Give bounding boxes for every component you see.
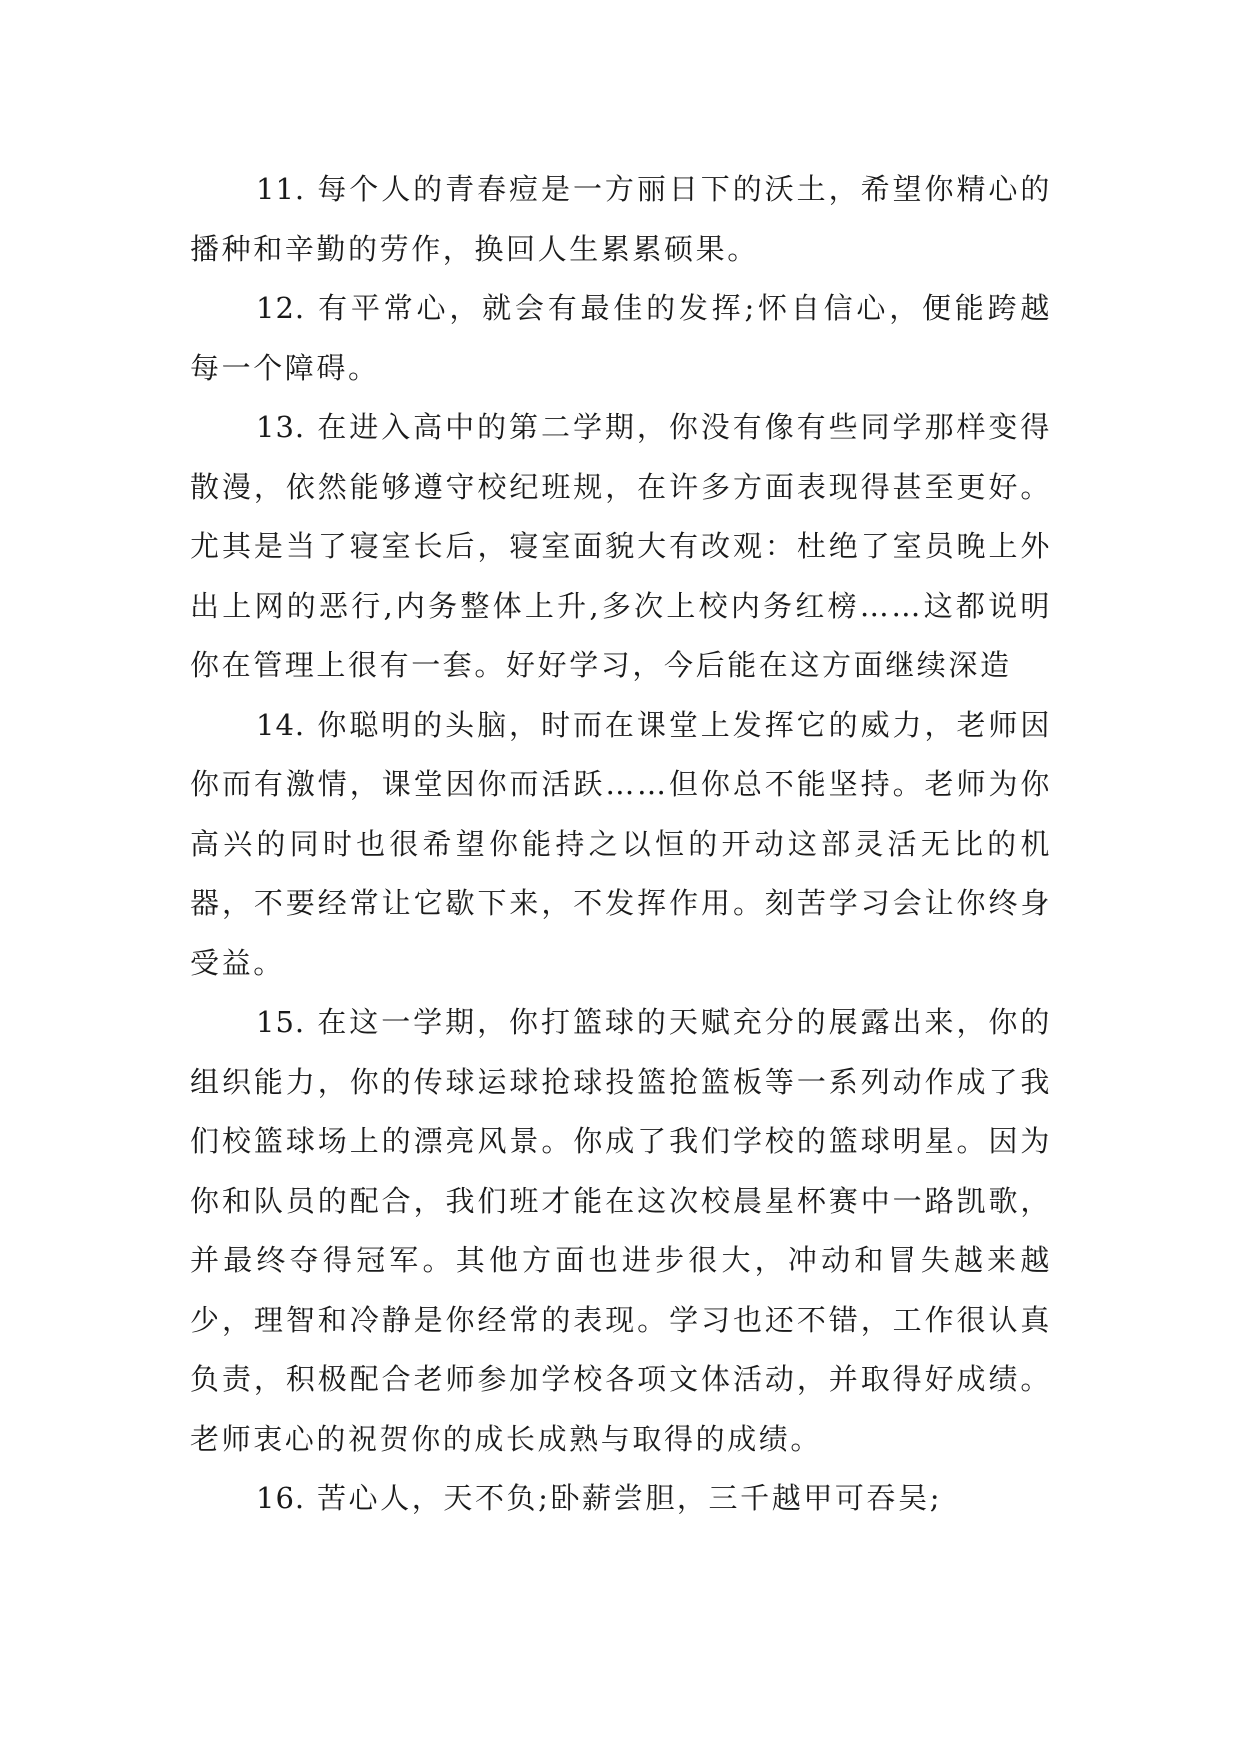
paragraph-12 — [190, 279, 1052, 398]
paragraph-text: 在这一学期，你打篮球的天赋充分的展露出来，你的组织能力，你的传球运球抢球投篮抢篮板等一系列动作成了我们校篮球场上的漂亮风景。你成了我们学校的篮球明星。因为你和队员的配合，我们班才能在这次校晨星杯赛中一路凯歌，并最终夺得冠军。其他方面也进步很大，冲动和冒失越来越少，理智和冷静是你经常的表现。学习也还不错，工作很认真负责，积极配合老师参加学校各项文体活动，并取得好成绩。老师衷心的祝贺你的成长成熟与取得的成绩。 — [190, 1005, 1052, 1456]
paragraph-14 — [190, 696, 1052, 994]
document-body — [190, 160, 1052, 1529]
paragraph-text: 每个人的青春痘是一方丽日下的沃土，希望你精心的播种和辛勤的劳作，换回人生累累硕果。 — [190, 172, 1052, 266]
paragraph-text: 你聪明的头脑，时而在课堂上发挥它的威力，老师因你而有激情，课堂因你而活跃……但你总不能坚持。老师为你高兴的同时也很希望你能持之以恒的开动这部灵活无比的机器，不要经常让它歇下来，不发挥作用。刻苦学习会让你终身受益。 — [190, 707, 1052, 980]
paragraph-text: 在进入高中的第二学期，你没有像有些同学那样变得散漫，依然能够遵守校纪班规，在许多方面表现得甚至更好。尤其是当了寝室长后，寝室面貌大有改观：杜绝了室员晚上外出上网的恶行,内务整体上升,多次上校内务红榜……这都说明你在管理上很有一套。好好学习，今后能在这方面继续深造 — [190, 410, 1052, 682]
paragraph-number: 14. — [256, 707, 306, 742]
paragraph-11 — [190, 160, 1052, 279]
paragraph-number: 11. — [256, 172, 306, 206]
paragraph-text: 苦心人，天不负;卧薪尝胆，三千越甲可吞吴; — [316, 1481, 943, 1515]
paragraph-13 — [190, 398, 1052, 696]
paragraph-number: 15. — [256, 1005, 306, 1039]
paragraph-number: 12. — [256, 291, 306, 325]
paragraph-number: 13. — [256, 410, 306, 444]
paragraph-number: 16. — [256, 1481, 306, 1515]
paragraph-15 — [190, 993, 1052, 1469]
paragraph-16 — [190, 1469, 1052, 1529]
paragraph-text: 有平常心，就会有最佳的发挥;怀自信心，便能跨越每一个障碍。 — [190, 291, 1052, 385]
